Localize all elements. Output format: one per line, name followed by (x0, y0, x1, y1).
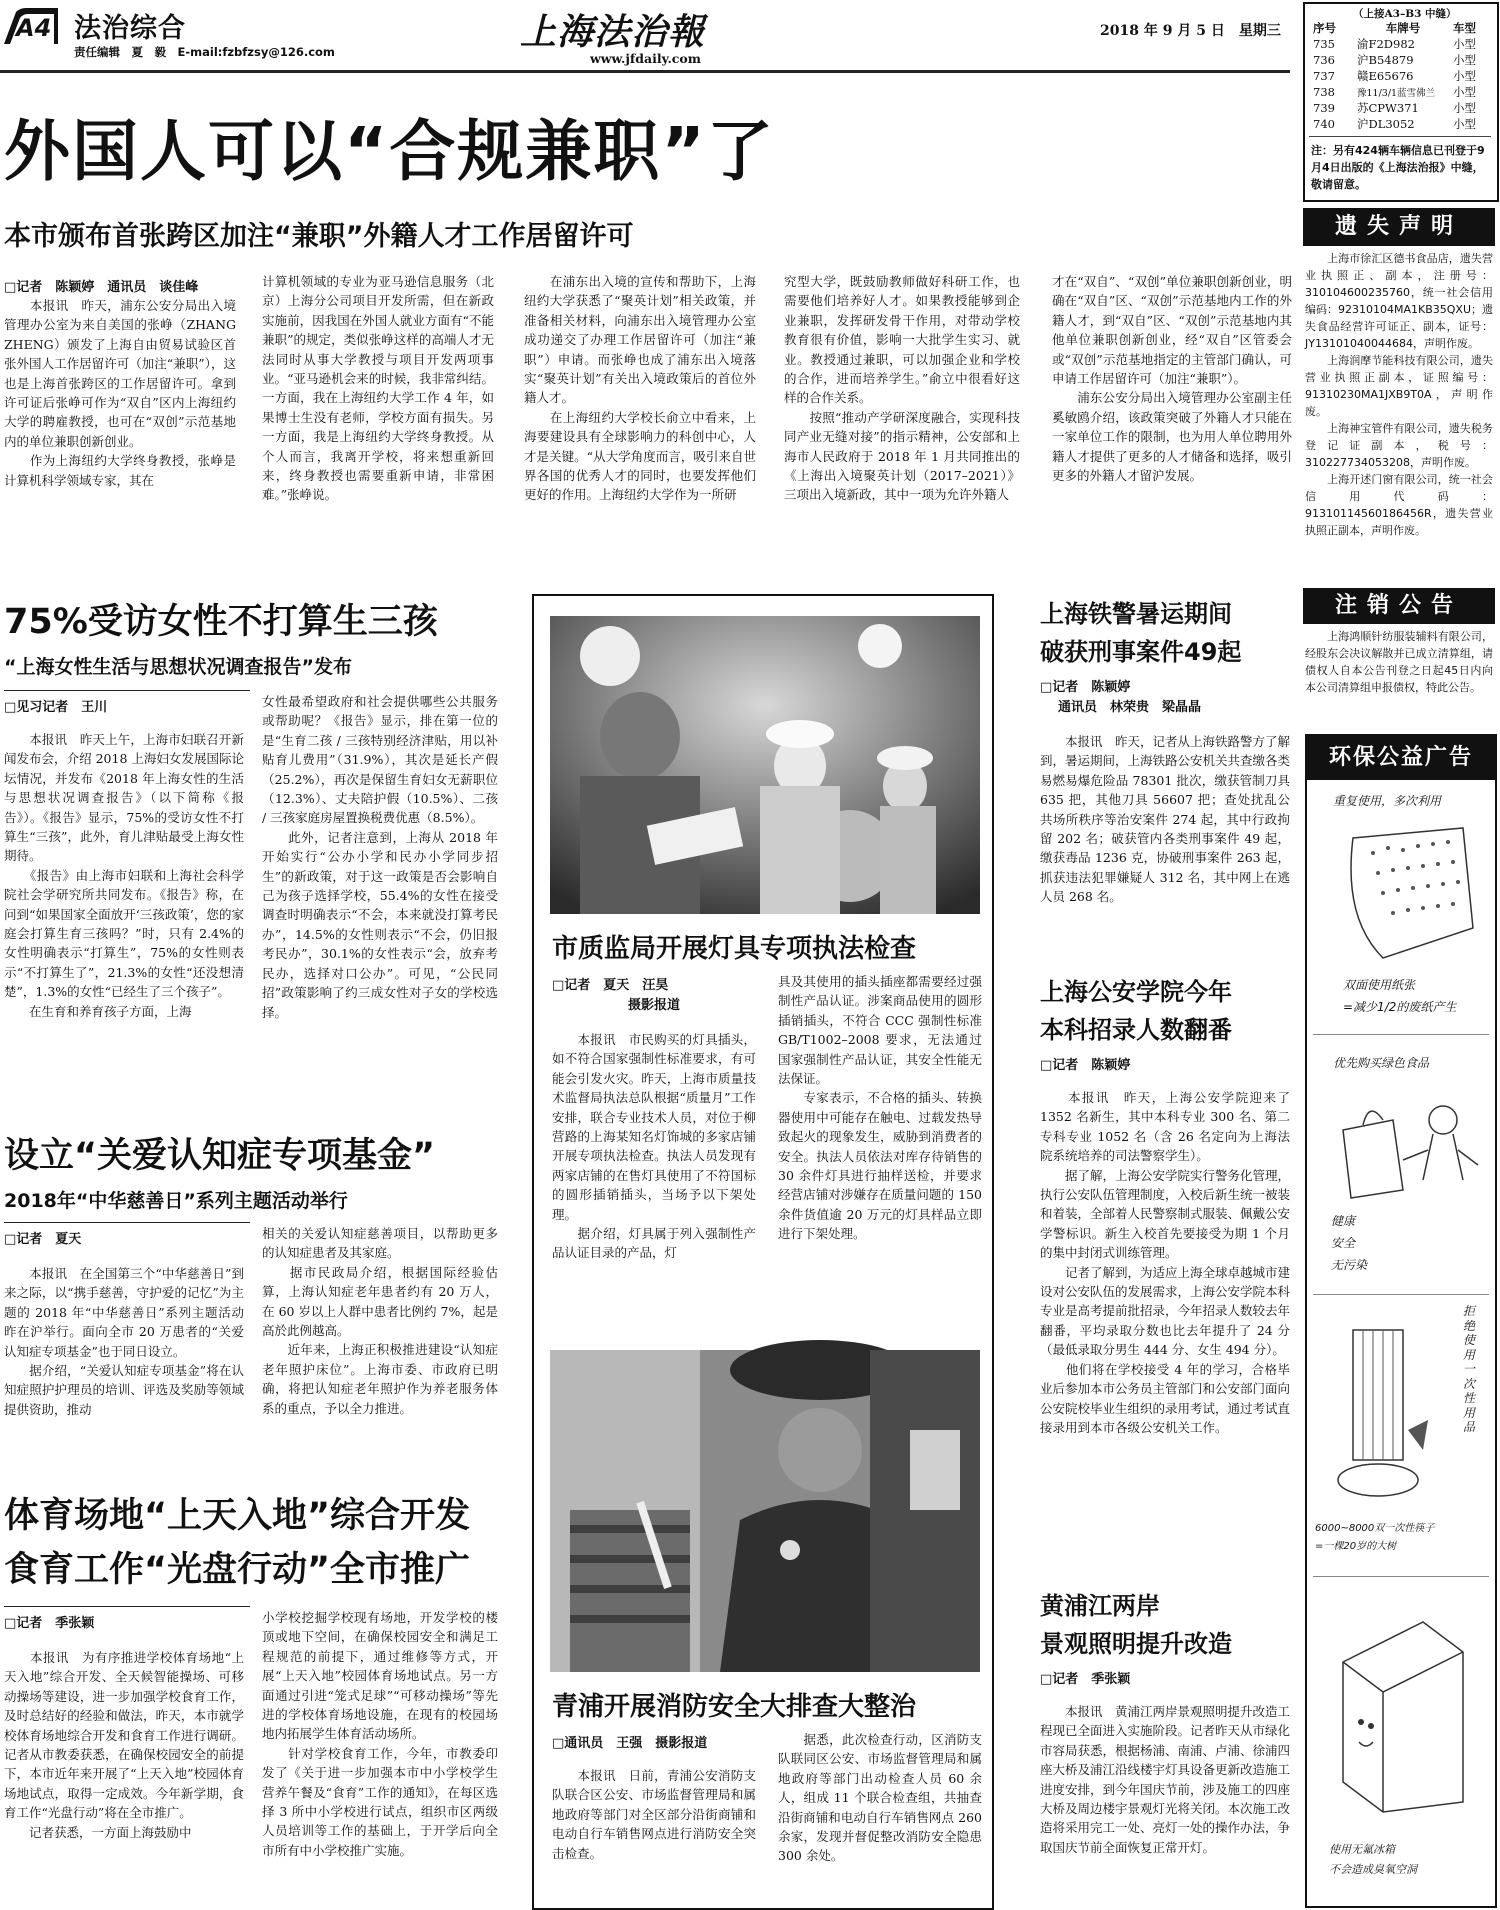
eco-caption-double-sided: 双面使用纸张 =减少1/2的废纸产生 (1343, 978, 1457, 1014)
fridge-icon (1333, 1602, 1473, 1822)
cancel-notice (1303, 588, 1495, 718)
lead-col-3: 在浦东出入境的宣传和帮助下，上海纽约大学获悉了“聚英计划”相关政策，并准备相关材料，向浦东出入境管理办公室成功递交了办理工作居留许可（加注“兼职”）申请。而张峥也成了浦东出入境落实“聚英计划”有关出入境政策后的首位外籍人才。 在上海纽约大学校长俞立中看来，上海要建设具有全球影响力的科创中心，人才是关键。“从大学角度而言，吸引来自世界各国的优秀人才的同时，也要发挥他们更好的作用。上海纽约大学作为一所研 (524, 274, 756, 503)
sports-headline-2: 食育工作“光盘行动”全市推广 (4, 1550, 471, 1590)
lamps-photo (550, 616, 980, 914)
fire-photo-graphic (550, 1350, 980, 1672)
sports-col-1: 本报讯 为有序推进学校体育场地“上天入地”综合开发、全天候智能操场、可移动操场等建设，进一步加强学校食育工作，及时总结好的经验和做法，昨天，本市就学校体育场地综合开发和食育工作进行调研。记者从市教委获悉，在确保校园安全的前提下，本市近年来开展了“上天入地”校园体育场地试点，取得一定成效。今年新学期，食育工作“光盘行动”将在全市推广。 记者获悉，一方面上海鼓励中 (4, 1650, 244, 1840)
plate-number: 赣E65676 (1357, 69, 1414, 83)
lead-headline: 外国人可以“合规兼职”了 (4, 113, 775, 190)
plate-seq: 740 (1313, 117, 1335, 131)
website: www.jfdaily.com (590, 51, 701, 66)
plate-seq: 738 (1313, 85, 1335, 99)
lamps-byline-1: □记者 夏天 汪昊 (552, 978, 669, 993)
huangpu-headline-1: 黄浦江两岸 (1040, 1592, 1160, 1620)
eco-ad-title: 环保公益广告 (1307, 736, 1495, 780)
eco-panel-fridge (1313, 1582, 1489, 1900)
section-title: 法治综合 (74, 13, 186, 44)
plate-header-cell: 车型 (1453, 21, 1476, 35)
page-number-badge (2, 6, 60, 46)
huangpu-headline-2: 景观照明提升改造 (1040, 1630, 1232, 1658)
plate-box (1303, 2, 1499, 202)
women-rule (4, 690, 250, 691)
lamps-headline: 市质监局开展灯具专项执法检查 (552, 934, 917, 964)
sports-headline-1: 体育场地“上天入地”综合开发 (4, 1496, 471, 1536)
plate-number: 苏CPW371 (1357, 101, 1419, 115)
plate-footnote: 注：另有424辆车辆信息已刊登于9月4日出版的《上海法治报》中缝，敬请留意。 (1311, 144, 1485, 191)
plate-row (1311, 84, 1495, 100)
plate-seq: 736 (1313, 53, 1335, 67)
college-headline-2: 本科招录人数翻番 (1040, 1016, 1232, 1044)
lead-col-5: 才在“双自”、“双创”单位兼职创新创业，明确在“双自”区、“双创”示范基地内工作的外籍人才，到“双自”区、“双创”示范基地内其他单位兼职创新创业，经“双自”区管委会或“双创”示范基地指定的主管部门确认，可申请工作居留许可（加注“兼职”）。 浦东公安分局出入境管理办公室副主任奚敏鸥介绍，该政策突破了外籍人才只能在一家单位工作的限制，也为用人单位聘用外籍人才提供了更多的人才储备和选择，吸引更多的外籍人才留沪发展。 (1052, 274, 1292, 484)
eco-caption-healthy: 健康 安全 无污染 (1331, 1214, 1368, 1272)
eco-ad (1305, 734, 1497, 1908)
railway-headline-2: 破获刑事案件49起 (1040, 638, 1242, 666)
plate-type: 小型 (1453, 117, 1476, 131)
plate-number: 沪DL3052 (1357, 117, 1415, 131)
plate-seq: 735 (1313, 37, 1335, 51)
dementia-subhead: 2018年“中华慈善日”系列主题活动举行 (4, 1190, 348, 1212)
women-col-2: 女性最希望政府和社会提供哪些公共服务或帮助呢？《报告》显示，排在第一位的是“生育二孩 / 三孩特别经济津贴，用以补贴育儿费用”（31.9%），其次是延长产假（25.2%），再次是保留生育妇女无薪职位（12.3%）、丈夫陪护假（10.5%）、二孩 / 三孩家庭房屋置换税费优惠（8.5%）。 此外，记者注意到，上海从 2018 年开始实行“公办小学和民办小学同步招生”的新政策，对于这一政策是否会影响自己为孩子选择学校，55.4%的女性在接受调查时明确表示“不会，本来就没打算考民办”，14.5%的女性则表示“不会，仍旧报考民办”，30.1%的女性表示“会，放弃考民办，选择对口公办”。可见，“公民同招”政策影响了约三成女性对子女的学校选择。 (262, 694, 498, 1020)
shopping-bag-icon (1333, 1090, 1483, 1200)
eco-panel-green-food (1313, 1040, 1489, 1290)
page-number: A4 (16, 14, 52, 42)
sports-byline: □记者 季张颖 (4, 1616, 95, 1631)
masthead-rule (0, 70, 1290, 73)
lead-subhead: 本市颁布首张跨区加注“兼职”外籍人才工作居留许可 (4, 221, 634, 252)
dementia-col-2: 相关的关爱认知症慈善项目，以帮助更多的认知症患者及其家庭。 据市民政局介绍，根据国际经验估算，上海认知症老年患者约有 20 万人，在 60 岁以上人群中患者比例约 7%，起是高於此例越高。 近年来，上海正积极推进建设“认知症老年照护床位”。上海市委、市政府已明确，将把认知症老年照护作为养老服务体系的重点，予以全力推进。 (262, 1226, 498, 1416)
lead-col-1: 本报讯 昨天，浦东公安分局出入境管理办公室为来自美国的张峥（ZHANG ZHENG）颁发了上海自由贸易试验区首张外国人工作居留许可（加注“兼职”），这也是上海首张跨区的工作居留许可。拿到许可证后张峥可作为“双自”区内上海纽约大学的聘雇教授，也可在“双创”示范基地内的单位兼职创新创业。 作为上海纽约大学终身教授，张峥是计算机科学领域专家，其在 (4, 298, 236, 488)
eco-caption-reject: 拒 绝 使 用 一 次 性 用 品 (1463, 1304, 1476, 1434)
lamps-col-2: 具及其使用的插头插座都需要经过强制性产品认证。涉案商品使用的圆形插销插头，不符合 CCC 强制性标准 GB/T1002–2008 要求，无法通过国家强制性产品认证，其安全性能无法保证。 专家表示，不合格的插头、转换器使用中可能存在触电、过载发热导致起火的现象发生，威胁到消费者的安全。执法人员依法对库存待销售的 30 余件灯具进行抽样送检，并要求经营店铺对涉嫌存在质量问题的 150 余件货值逾 20 万元的灯具样品立即进行下架处理。 (778, 974, 982, 1242)
lead-col-4: 究型大学，既鼓励教师做好科研工作，也需要他们培养好人才。如果教授能够到企业兼职，发挥研发骨干作用，对带动学校教育很有价值，影响一大批学生实习、就业。教授通过兼职，可以加强企业和学校的合作，进而培养学生。”俞立中很看好这样的合作关系。 按照“推动产学研深度融合，实现科技同产业无缝对接”的指示精神，公安部和上海市人民政府于 2018 年 1 月共同推出的《上海出入境聚英计划（2017–2021）》三项出入境新政，其中一项为允许外籍人 (784, 274, 1020, 503)
plate-type: 小型 (1453, 101, 1476, 115)
lead-byline: □记者 陈颖婷 通讯员 谈佳峰 (4, 280, 199, 295)
railway-text: 本报讯 昨天，记者从上海铁路警方了解到，暑运期间，上海铁路公安机关共查缴各类易燃易爆危险品 78301 批次，缴获管制刀具 635 把，其他刀具 56607 把；查处扰乱公共场所秩序等治安案件 274 起，其中行政拘留 202 名；破获管内各类刑事案件 49 起，缴获毒品 1236 克，协破刑事案件 263 起，抓获违法犯罪嫌疑人 312 名，其中网上在逃人员 268 名。 (1040, 734, 1294, 905)
plate-table (1311, 20, 1495, 132)
issue-date: 2018 年 9 月 5 日 星期三 (1100, 23, 1281, 39)
eco-divider (1313, 1034, 1489, 1035)
plate-type: 小型 (1453, 69, 1476, 83)
dementia-rule (4, 1222, 250, 1223)
fire-col-2: 据悉，此次检查行动，区消防支队联同区公安、市场监督管理局和属地政府等部门出动检查人员 60 余人，组成 11 个联合检查组，共抽查沿街商铺和电动自行车销售网点 260 余家，发现并督促整改消防安全隐患 300 余处。 (778, 1732, 986, 1864)
plate-seq: 737 (1313, 69, 1335, 83)
plate-number: 渝F2D982 (1357, 37, 1415, 51)
sports-rule (4, 1606, 250, 1607)
lamps-byline-2: 摄影报道 (628, 998, 681, 1013)
plate-number: 沪B54879 (1357, 53, 1414, 67)
lamps-col-1: 本报讯 市民购买的灯具插头，如不符合国家强制性标准要求，有可能会引发火灾。昨天，上海市质量技术监督局执法总队根据“质量月”工作安排，联合专业技术人员，对位于柳营路的上海某知名灯饰城的多家店铺开展专项执法检查。执法人员发现有两家店铺的在售灯具使用了不符国标的圆形插销插头，当场予以下架处理。 据介绍，灯具属于列入强制性产品认证目录的产品，灯 (552, 1032, 756, 1261)
women-headline: 75%受访女性不打算生三孩 (4, 602, 438, 642)
huangpu-text: 本报讯 黄浦江两岸景观照明提升改造工程现已全面进入实施阶段。记者昨天从市绿化市容局获悉，根据杨浦、南浦、卢浦、徐浦四座大桥及浦江沿线楼宇灯具设备更新改造施工进度安排，到今年国庆节前，涉及施工的四座大桥及周边楼宇景观灯光将关闭。本次施工改造将采用完工一处、亮灯一处的操作办法，争取国庆节前全面恢复正常开灯。 (1040, 1704, 1291, 1855)
plate-number: 豫11/3/1蓝雪佛兰 (1357, 88, 1436, 99)
plate-type: 小型 (1453, 37, 1476, 51)
paper-name: 上海法治報 (520, 11, 706, 53)
lead-col-2: 计算机领域的专业为亚马逊信息服务（北京）上海分公司项目开发所需，但在新政实施前，因我国在外国人就业方面有“不能兼职”的规定，类似张峥这样的高端人才无法同时从事大学教授与项目开发两项事业。“亚马逊机会来的时候，我非常纠结。一方面，我在上海纽约大学工作 4 年，如果博士生没有老师，学校方面有损失。另一方面，我是上海纽约大学终身教授。从个人而言，我离开学校，将来想重新回来，终身教授也需要重新申请，非常困难。”张峥说。 (262, 274, 494, 503)
railway-headline-1: 上海铁警暑运期间 (1040, 600, 1232, 628)
eco-divider (1313, 1576, 1489, 1577)
lost-notice-text: 上海市徐汇区德书食品店，遗失营业执照正、副本，注册号：310104600235760，统一社会信用编码：92310104MA1KB35QXU；遗失食品经营许可证正、副本，证号：JY13101040044684，声明作废。 上海润摩节能科技有限公司，遗失营业执照正副本，证照编号：91310230MA1JXB9T0A，声明作废。 上海神宝管件有限公司，遗失税务登记证副本，税号：310227734053208，声明作废。 上海开述门窗有限公司，统一社会信用代码：91310114560186456R，遗失营业执照正副本，声明作废。 (1305, 252, 1494, 537)
fire-photo (550, 1350, 980, 1672)
eco-panel-reuse (1313, 788, 1489, 1028)
eco-caption-reuse: 重复使用，多次利用 (1333, 794, 1442, 808)
college-text: 本报讯 昨天，上海公安学院迎来了 1352 名新生，其中本科专业 300 名、第二专科专业 1052 名（含 26 名定向为上海法院系统培养的司法警察学生）。 据了解，上海公安学院实行警务化管理，执行公安队伍管理制度，入校后新生统一被装和着装，全部着人民警察制式服装、佩戴公安学警标识。新生入校首先要接受为期 1 个月的集中封闭式训练管理。 记者了解到，为适应上海全球卓越城市建设对公安队伍的发展需求，上海公安学院本科专业是高考提前批招录，今年招录人数较去年翻番，平均录取分数也比去年提升了 24 分（最低录取分男生 444 分、女生 494 分）。 他们将在学校接受 4 年的学习，合格毕业后参加本市公务员主管部门和公安部门面向公安院校毕业生组织的录用考试，通过考试直接录用到本市各级公安机关工作。 (1040, 1090, 1291, 1435)
college-headline-1: 上海公安学院今年 (1040, 978, 1232, 1006)
women-byline: □见习记者 王川 (4, 700, 108, 715)
eco-panel-disposable (1313, 1300, 1489, 1570)
railway-byline-2: 通讯员 林荣贵 梁晶晶 (1058, 700, 1202, 715)
plate-table-header (1311, 20, 1495, 36)
cancel-notice-text: 上海鸿顺针纺服装辅料有限公司，经股东会决议解散并已成立清算组，请债权人自本公告刊登之日起45日内向本公司清算组申报债权，特此公告。 (1305, 630, 1493, 694)
fire-headline: 青浦开展消防安全大排查大整治 (552, 1692, 917, 1722)
plate-header-cell: 车牌号 (1385, 21, 1421, 35)
cancel-notice-title: 注销公告 (1303, 588, 1495, 624)
plate-row (1311, 68, 1495, 84)
dementia-col-1: 本报讯 在全国第三个“中华慈善日”到来之际，以“携手慈善，守护爱的记忆”为主题的 2018 年“中华慈善日”系列主题活动昨在沪举行。面向全市 20 万患者的“关爱认知症专项基金”也于同日设立。 据介绍，“关爱认知症专项基金”将在认知症照护护理员的培训、评选及奖励等领域提供资助，推动 (4, 1266, 244, 1417)
eco-caption-fridge: 使用无氟冰箱 不会造成臭氧空洞 (1329, 1843, 1417, 1876)
plate-row (1311, 36, 1495, 52)
lamps-photo-graphic (550, 616, 980, 914)
eco-caption-chopsticks: 6000~8000双一次性筷子 =一棵20岁的大树 (1315, 1523, 1435, 1552)
eco-caption-green-food: 优先购买绿色食品 (1333, 1056, 1430, 1070)
plate-row (1311, 52, 1495, 68)
lost-notice-title: 遗失声明 (1303, 208, 1495, 246)
railway-byline-1: □记者 陈颖婷 (1040, 680, 1131, 695)
dementia-headline: 设立“关爱认知症专项基金” (4, 1136, 436, 1176)
women-col-1: 本报讯 昨天上午，上海市妇联召开新闻发布会，介绍 2018 上海妇女发展国际论坛情况，并发布《2018 年上海女性的生活与思想状况调查报告》（以下简称《报告》）。《报告》显示，75%的受访女性不打算生“三孩”，此外，育儿津贴最受上海女性期待。 《报告》由上海市妇联和上海社会科学院社会学研究所共同发布。《报告》称，在问到“如果国家全面放开‘三孩政策’，您的家庭会打算生育三孩吗？”时，只有 2.4%的女性明确表示“打算生”，75%的女性则表示“不打算生了”，21.3%的女性“还没想清楚”，1.3%的女性“已经生了三个孩子”。 在生育和养育孩子方面，上海 (4, 732, 244, 1019)
sports-col-2: 小学校挖掘学校现有场地，开发学校的楼顶或地下空间，在确保校园安全和满足工程规范的前提下，通过维修等方式，开展“上天入地”校园体育场地试点。另一方面通过引进“笼式足球”“可移动操场”等先进的学校体育场地设施，在现有的校园场地内拓展学生体育活动场所。 针对学校食育工作，今年，市教委印发了《关于进一步加强本市中小学校学生营养午餐及“食育”工作的通知》，在每区选择 3 所中小学校进行试点，组织市区两级人员培训等工作的基础上，于开学后向全市所有中小学校推广实施。 (262, 1610, 498, 1858)
recycled-paper-icon (1323, 818, 1483, 968)
plate-type: 小型 (1453, 53, 1476, 67)
plate-seq: 739 (1313, 101, 1335, 115)
college-byline: □记者 陈颖婷 (1040, 1058, 1131, 1073)
plate-type: 小型 (1453, 85, 1476, 99)
tree-stump-icon (1323, 1320, 1433, 1510)
plate-row (1311, 100, 1495, 116)
huangpu-byline: □记者 季张颖 (1040, 1672, 1131, 1687)
eco-divider (1313, 1294, 1489, 1295)
dementia-byline: □记者 夏天 (4, 1232, 82, 1247)
plate-header-cell: 序号 (1313, 21, 1336, 35)
fire-col-1: 本报讯 日前，青浦公安消防支队联合区公安、市场监督管理局和属地政府等部门对全区部分沿街商铺和电动自行车销售网点进行消防安全突击检查。 (552, 1768, 756, 1861)
plate-row (1311, 116, 1495, 132)
lost-notice (1303, 208, 1495, 584)
fire-byline: □通讯员 王强 摄影报道 (552, 1736, 708, 1751)
editor-line: 责任编辑 夏 毅 E-mail:fzbfzsy@126.com (74, 45, 335, 59)
women-subhead: “上海女性生活与思想状况调查报告”发布 (4, 656, 352, 678)
plate-divider (1309, 136, 1491, 137)
plate-note-top: （上接A3–B3 中缝） (1353, 8, 1457, 20)
